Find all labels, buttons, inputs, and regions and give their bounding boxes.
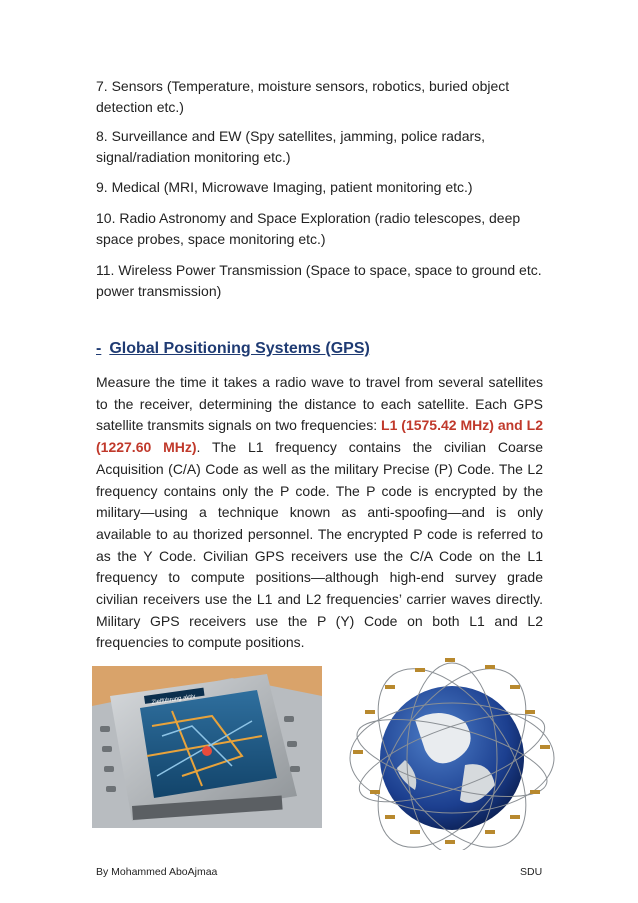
list-item-medical: 9. Medical (MRI, Microwave Imaging, patient monitoring etc.)	[96, 179, 473, 195]
heading-dash: -	[96, 340, 102, 357]
gps-paragraph	[96, 372, 543, 654]
car-navigation-photo	[92, 666, 322, 828]
nav-screen-label: Zielführung aktiv	[151, 693, 196, 706]
list-item-surveillance: 8. Surveillance and EW (Spy satellites, jamming, police radars, signal/radiation monitoring etc.)	[96, 128, 486, 165]
list-item-sensors: 7. Sensors (Temperature, moisture sensors, robotics, buried object detection etc.)	[96, 78, 510, 115]
footer-author: By Mohammed AboAjmaa	[96, 866, 218, 878]
paragraph-part-1: Measure the time it takes a radio wave to travel from several satellites to the receiver, determining the distance to each satellite. Each GPS satellite transmits signals on two frequencies:	[96, 374, 543, 434]
gps-satellite-globe-image	[345, 650, 560, 850]
paragraph-part-2: . The L1 frequency contains the civilian Coarse Acquisition (C/A) Code as well as the military Precise (P) Code. The L2 frequency contains only the P code. The P code is encrypted by the military—using a technique known as anti-spoofing—and is only available to au thorized personnel. The encrypted P code is referred to as the Y Code. Civilian GPS receivers use the C/A Code on the L1 frequency to compute positions—although high-end survey grade civilian receivers use the L1 and L2 frequencies’ carrier waves directly. Military GPS receivers use the P (Y) Code on both L1 and L2 frequencies to compute positions.	[96, 439, 543, 651]
list-item-radio-astronomy: 10. Radio Astronomy and Space Exploration (radio telescopes, deep space probes, space monitoring etc.)	[96, 210, 521, 247]
footer-organization: SDU	[520, 866, 543, 878]
section-heading	[96, 340, 370, 358]
frequency-highlight: L1 (1575.42 MHz) and L2 (1227.60 MHz)	[96, 417, 543, 456]
heading-text: Global Positioning Systems (GPS)	[109, 340, 370, 357]
list-item-wireless-power: 11. Wireless Power Transmission (Space to space, space to ground etc. power transmission)	[96, 262, 542, 299]
